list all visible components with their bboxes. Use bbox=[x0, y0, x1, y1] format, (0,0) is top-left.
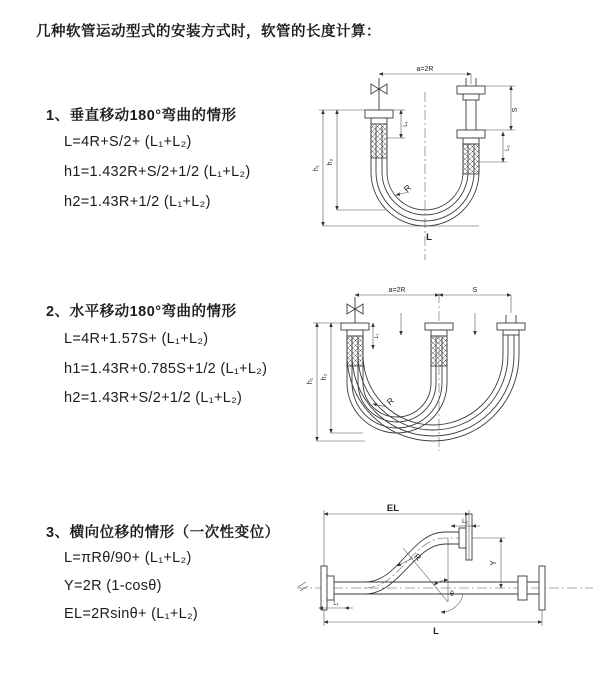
diagram-vertical-180-bend bbox=[305, 64, 590, 266]
section-3-heading: 3、横向位移的情形（一次性变位） bbox=[46, 525, 280, 541]
dim-label-l2: L₂ bbox=[462, 519, 468, 525]
valve-icon bbox=[347, 297, 363, 323]
radius-label: R bbox=[384, 395, 396, 408]
section-1-heading: 1、垂直移动180°弯曲的情形 bbox=[46, 108, 237, 124]
section-1-formula-L: L=4R+S/2+ (L₁+L₂) bbox=[64, 134, 192, 150]
section-2-formula-L: L=4R+1.57S+ (L₁+L₂) bbox=[64, 331, 209, 347]
braided-hose-section-2 bbox=[431, 336, 447, 366]
left-flange bbox=[365, 110, 393, 124]
dimension-lines bbox=[319, 510, 542, 626]
dim-label-l1: L₁ bbox=[333, 601, 339, 607]
dim-label-h1: h₁ bbox=[307, 377, 314, 385]
dimension-lines bbox=[319, 74, 515, 226]
section-3-formula-L: L=πRθ/90+ (L₁+L₂) bbox=[64, 550, 192, 566]
dim-label-y: Y bbox=[489, 560, 498, 566]
angle-label: θ bbox=[450, 591, 454, 598]
section-2-formula-h2: h2=1.43R+S/2+1/2 (L₁+L₂) bbox=[64, 390, 243, 406]
dim-label-l1: L₁ bbox=[403, 121, 409, 127]
hose-displaced-position bbox=[365, 532, 459, 594]
flange-2 bbox=[425, 323, 453, 336]
dim-label-h2: h₂ bbox=[321, 373, 328, 381]
dim-label-el: EL bbox=[386, 503, 400, 514]
dim-label-h1: h₁ bbox=[313, 164, 320, 172]
braided-hose-section-left bbox=[371, 124, 387, 158]
section-3-formula-Y: Y=2R (1-cosθ) bbox=[64, 578, 162, 594]
diagram-lateral-displacement bbox=[293, 500, 598, 648]
radius-label: R bbox=[401, 182, 413, 195]
section-2-formula-h1: h1=1.43R+0.785S+1/2 (L₁+L₂) bbox=[64, 361, 268, 377]
section-1-formula-h1: h1=1.432R+S/2+1/2 (L₁+L₂) bbox=[64, 164, 251, 180]
length-label: L bbox=[426, 232, 432, 243]
dim-label-h2: h₂ bbox=[327, 158, 334, 166]
page-title: 几种软管运动型式的安装方式时，软管的长度计算： bbox=[36, 24, 381, 40]
dim-label-l2: L₂ bbox=[505, 145, 511, 151]
braided-hose-section-right bbox=[463, 144, 479, 174]
flange-3 bbox=[497, 315, 525, 335]
dim-label-s: S bbox=[512, 107, 519, 113]
centerline-break-mark bbox=[298, 582, 308, 591]
section-2-heading: 2、水平移动180°弯曲的情形 bbox=[46, 304, 237, 320]
dim-label-a2r: a=2R bbox=[388, 287, 406, 294]
radius-label: R bbox=[412, 551, 424, 564]
length-label: L bbox=[433, 626, 439, 637]
right-fitting bbox=[457, 78, 485, 144]
valve-icon bbox=[371, 78, 387, 110]
braided-hose-section-1 bbox=[347, 336, 363, 366]
diagram-horizontal-180-bend bbox=[303, 283, 593, 458]
section-1-formula-h2: h2=1.43R+1/2 (L₁+L₂) bbox=[64, 194, 211, 210]
dim-label-a2r: a=2R bbox=[416, 66, 434, 73]
dim-label-s: S bbox=[472, 287, 478, 294]
dim-label-l1: L₁ bbox=[374, 333, 380, 339]
section-3-formula-EL: EL=2Rsinθ+ (L₁+L₂) bbox=[64, 606, 199, 622]
flange-1 bbox=[341, 323, 369, 336]
left-flange bbox=[321, 566, 334, 610]
